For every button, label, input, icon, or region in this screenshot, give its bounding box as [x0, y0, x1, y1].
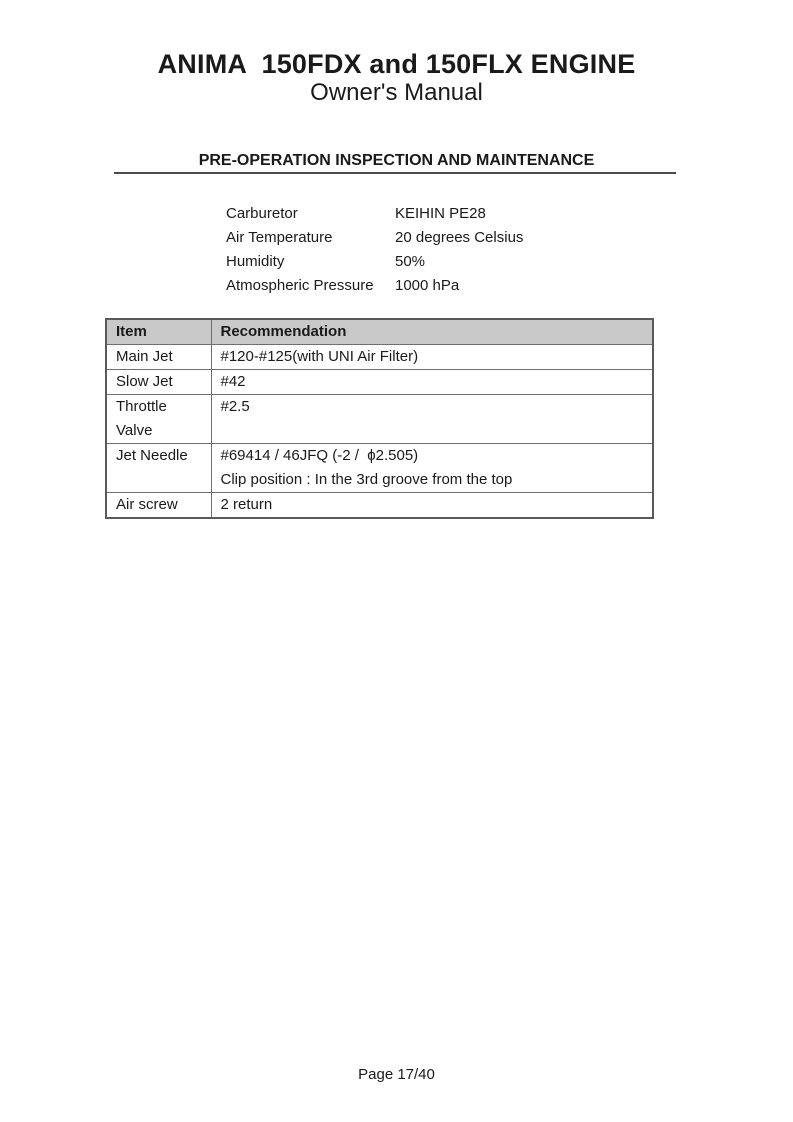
- condition-label: Air Temperature: [226, 229, 333, 246]
- condition-value: 50%: [395, 253, 426, 270]
- recommendation-cell: [211, 345, 653, 370]
- item-cell: Air screw: [106, 493, 211, 519]
- recommendation-line: Clip position : In the 3rd groove from the top: [220, 471, 513, 488]
- condition-value: KEIHIN PE28: [395, 205, 486, 222]
- recommendation-cell: [211, 395, 653, 444]
- table-row: [106, 493, 653, 519]
- condition-label: Atmospheric Pressure: [226, 277, 374, 294]
- section-heading: PRE-OPERATION INSPECTION AND MAINTENANCE: [198, 152, 595, 169]
- recommendation-line: 2 return: [220, 496, 273, 513]
- condition-row: [226, 226, 523, 250]
- recommendation-cell: [211, 370, 653, 395]
- condition-row: [226, 202, 523, 226]
- recommendation-line: #42: [220, 373, 246, 390]
- recommendation-cell: [211, 444, 653, 493]
- recommendation-cell: [211, 493, 653, 519]
- condition-value: 1000 hPa: [395, 277, 460, 294]
- condition-row: [226, 274, 523, 298]
- table-row: [106, 370, 653, 395]
- condition-row: [226, 250, 523, 274]
- page-number: Page 17/40: [358, 1066, 435, 1083]
- recommendation-line: #120-#125(with UNI Air Filter): [220, 348, 419, 365]
- heading-rule: [114, 172, 676, 174]
- table-row: [106, 395, 653, 444]
- table-row: [106, 444, 653, 493]
- table-row: [106, 345, 653, 370]
- table-header-recommendation: Recommendation: [211, 319, 653, 345]
- item-cell: Main Jet: [106, 345, 211, 370]
- table-header-row: [106, 319, 653, 345]
- recommendation-line: #2.5: [220, 398, 250, 415]
- recommendation-table: [105, 318, 654, 519]
- item-cell: Slow Jet: [106, 370, 211, 395]
- table-header-item: Item: [106, 319, 211, 345]
- test-conditions-list: [226, 202, 523, 298]
- condition-label: Carburetor: [226, 205, 298, 222]
- recommendation-line: #69414 / 46JFQ (-2 / ϕ2.505): [220, 447, 419, 464]
- condition-value: 20 degrees Celsius: [395, 229, 524, 246]
- item-cell: Jet Needle: [106, 444, 211, 493]
- item-cell: Throttle Valve: [106, 395, 211, 444]
- document-subtitle: Owner's Manual: [310, 79, 483, 106]
- condition-label: Humidity: [226, 253, 285, 270]
- document-title: ANIMA 150FDX and 150FLX ENGINE: [157, 49, 636, 79]
